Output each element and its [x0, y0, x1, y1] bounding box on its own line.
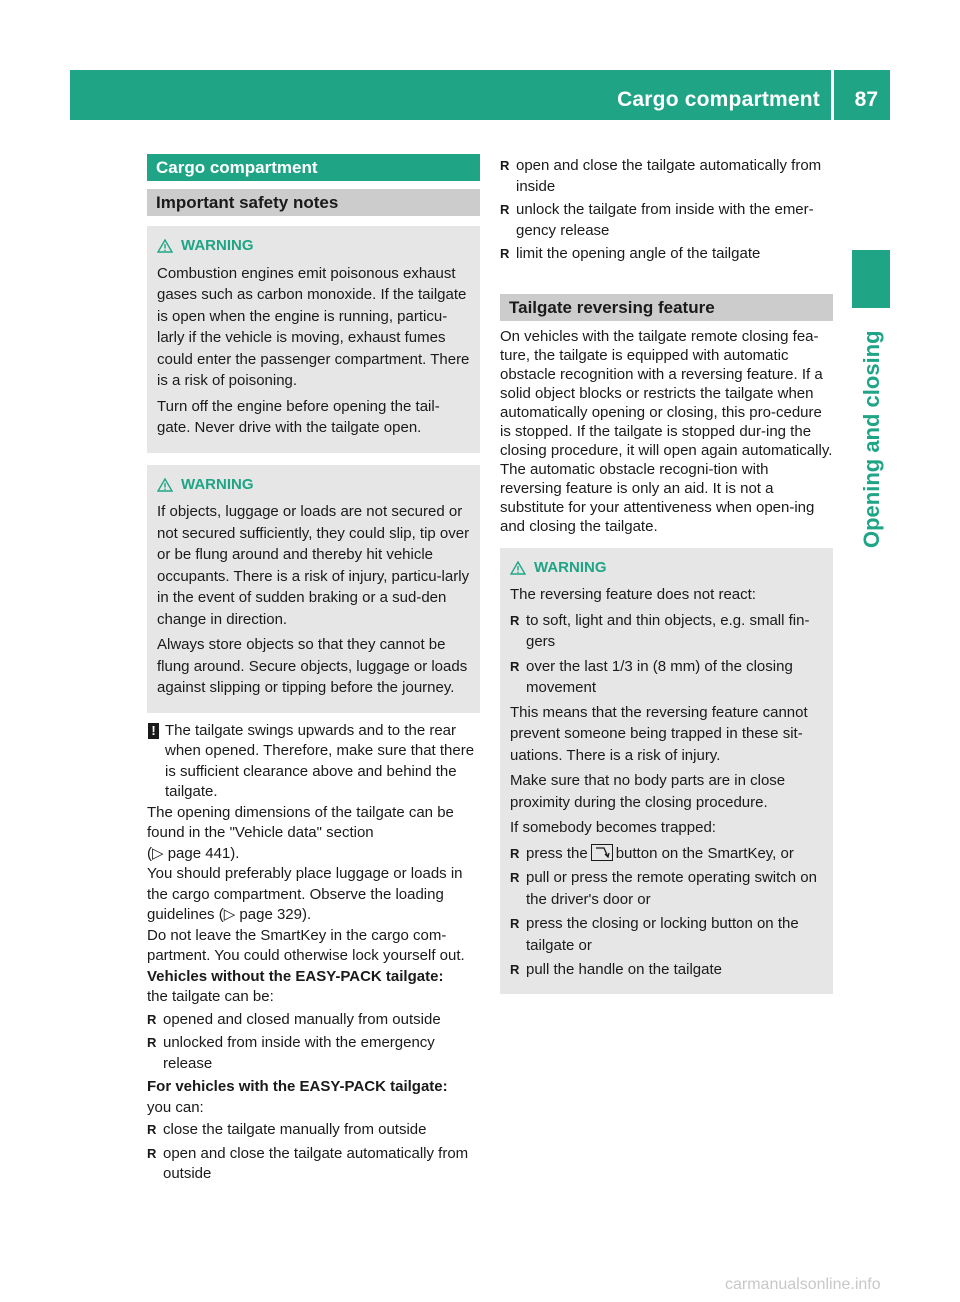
subsection-title: Tailgate reversing feature — [500, 294, 833, 321]
paragraph — [147, 803, 480, 865]
list-item — [510, 656, 825, 699]
bullet-marker: R — [500, 202, 510, 217]
side-tab-label: Opening and closing — [859, 330, 884, 548]
bullet-marker: R — [147, 1035, 157, 1050]
bullet-marker: R — [500, 158, 510, 173]
list-item-text: to soft, light and thin objects, e.g. small fin-gers — [526, 611, 810, 650]
bullet-marker: R — [510, 845, 520, 861]
warning-box — [500, 548, 833, 994]
warning-text: Combustion engines emit poisonous exhaust gases such as carbon monoxide. If the tailgate is open when the engine is running, particu-larly if the vehicle is moving, exhaust fumes could enter the passenger compartment. There is a risk of poisoning. — [157, 264, 470, 389]
warning-title — [510, 558, 825, 579]
warning-text: Always store objects so that they cannot be flung around. Secure objects, luggage or loads against slipping or tipping before the journey. — [157, 636, 468, 696]
list-item — [500, 156, 833, 197]
warning-text: Turn off the engine before opening the tail-gate. Never drive with the tailgate open. — [157, 397, 440, 436]
list-item-text: over the last 1/3 in (8 mm) of the closing movement — [526, 657, 793, 696]
header-divider — [831, 70, 834, 120]
paragraph: You should preferably place luggage or loads in the cargo compartment. Observe the loading guidelines (▷ page 329). — [147, 865, 463, 923]
warning-title — [157, 475, 472, 496]
list-item — [500, 244, 833, 265]
page-reference-link[interactable]: (▷ page 441). — [147, 844, 240, 862]
list-item — [147, 1144, 480, 1185]
subheading: Vehicles without the EASY-PACK tailgate: — [147, 967, 444, 985]
paragraph: Do not leave the SmartKey in the cargo com-partment. You could otherwise lock yourself out. — [147, 926, 465, 964]
warning-title — [157, 236, 472, 257]
subheading: For vehicles with the EASY-PACK tailgate: — [147, 1078, 448, 1095]
warning-title-text: WARNING — [534, 558, 607, 576]
warning-text: If objects, luggage or loads are not secured or not secured sufficiently, they could slip, tip over or be flung around and thereby hit vehicle occupants. There is a risk of injury, particu-larly in the event of sudden braking or a sud-den change in direction. — [157, 503, 470, 628]
warning-text: This means that the reversing feature cannot prevent someone being trapped in these sit-uations. There is a risk of injury. — [510, 703, 808, 764]
list-item — [510, 913, 825, 956]
warning-triangle-icon — [510, 561, 526, 575]
list-item — [510, 610, 825, 653]
paragraph: you can: — [147, 1098, 204, 1116]
caution-note — [147, 721, 480, 803]
subsection-title: Important safety notes — [147, 189, 480, 216]
warning-box — [147, 226, 480, 453]
list-item-text: press the closing or locking button on the tailgate or — [526, 915, 799, 954]
note-text: The tailgate swings upwards and to the rear when opened. Therefore, make sure that there is sufficient clearance above and behind the tailgate. — [165, 721, 475, 800]
list-item-text: limit the opening angle of the tailgate — [516, 245, 761, 262]
bullet-marker: R — [147, 1122, 157, 1137]
paragraph: On vehicles with the tailgate remote closing fea-ture, the tailgate is equipped with automatic obstacle recognition with a reversing feature. If a solid object blocks or restricts the tailgate when automatically opening or closing, this pro-cedure is stopped. If the tailgate is stopped dur-ing the closing procedure, it will open again automatically. The automatic obstacle recogni-tion with reversing feature is only an aid. It is not a substitute for your attentiveness when open-ing and closing the tailgate. — [500, 327, 833, 535]
header-title: Cargo compartment — [617, 88, 820, 111]
bullet-marker: R — [510, 658, 520, 674]
warning-text: The reversing feature does not react: — [510, 586, 756, 603]
warning-title-text: WARNING — [181, 237, 254, 254]
list-item-text: close the tailgate manually from outside — [163, 1121, 427, 1138]
list-item-text: button on the SmartKey, or — [615, 844, 794, 862]
side-tab-marker — [852, 250, 890, 308]
list-item — [147, 1120, 480, 1141]
warning-title-text: WARNING — [181, 475, 254, 493]
page-number: 87 — [854, 88, 878, 111]
bullet-marker: R — [147, 1011, 157, 1027]
header-bar — [70, 70, 890, 120]
paragraph-text: The opening dimensions of the tailgate can be found in the "Vehicle data" section — [147, 803, 454, 841]
footer-watermark: carmanualsonline.info — [725, 1276, 881, 1293]
list-item — [147, 1033, 480, 1074]
list-item-text: open and close the tailgate automatically from inside — [516, 157, 822, 195]
list-item-text: unlocked from inside with the emergency release — [163, 1034, 435, 1072]
tailgate-key-icon — [591, 844, 613, 861]
warning-triangle-icon — [157, 239, 173, 253]
list-item — [510, 959, 825, 981]
bullet-marker: R — [500, 246, 510, 261]
list-item-text: open and close the tailgate automatically from outside — [163, 1144, 469, 1182]
bullet-marker: R — [147, 1145, 157, 1161]
list-item-text: pull or press the remote operating switch on the driver's door or — [526, 869, 817, 908]
list-item — [500, 200, 833, 241]
list-item-text: unlock the tailgate from inside with the emer-gency release — [516, 201, 814, 239]
list-item — [147, 1010, 480, 1031]
warning-text: Make sure that no body parts are in close proximity during the closing procedure. — [510, 772, 786, 811]
bullet-marker: R — [510, 962, 520, 977]
bullet-marker: R — [510, 916, 520, 931]
bullet-marker: R — [510, 870, 520, 885]
right-column — [500, 154, 833, 994]
bullet-marker: R — [510, 612, 520, 628]
list-item-text: opened and closed manually from outside — [163, 1010, 441, 1028]
list-item — [510, 867, 825, 910]
left-column — [147, 154, 480, 1188]
list-item — [510, 843, 825, 865]
section-title: Cargo compartment — [147, 154, 480, 181]
list-item-text: press the — [526, 844, 588, 862]
list-item-text: pull the handle on the tailgate — [526, 961, 722, 978]
exclamation-icon: ! — [148, 723, 159, 739]
warning-box — [147, 465, 480, 713]
warning-text: If somebody becomes trapped: — [510, 819, 716, 836]
paragraph: the tailgate can be: — [147, 988, 274, 1005]
warning-triangle-icon — [157, 478, 173, 492]
